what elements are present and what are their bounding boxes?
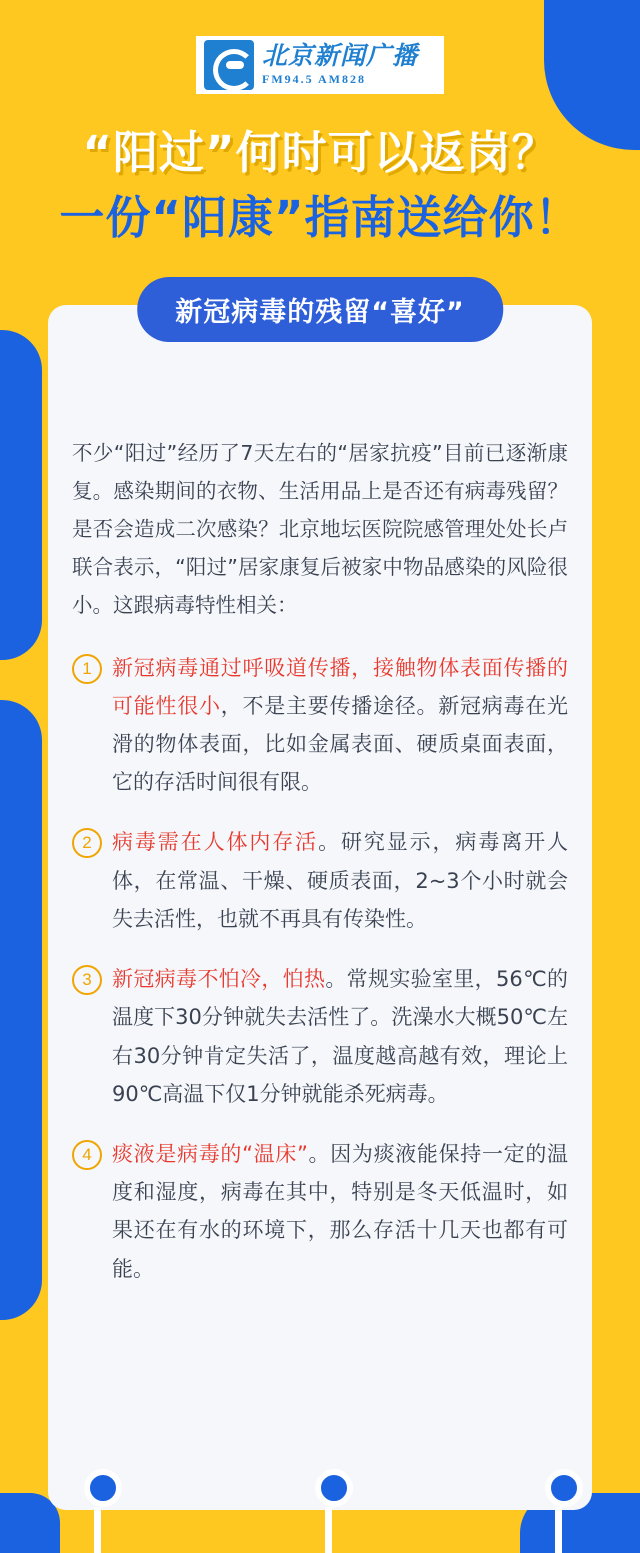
list-item-highlight: 新冠病毒不怕冷，怕热 — [112, 967, 326, 992]
intro-paragraph: 不少“阳过”经历了7天左右的“居家抗疫”目前已逐渐康复。感染期间的衣物、生活用品上是否还有病毒残留？是否会造成二次感染？北京地坛医院院感管理处处长卢联合表示，“阳过”居家康复后被家中物品感染的风险很小。这跟病毒特性相关： — [72, 441, 568, 617]
pin-right-icon — [545, 1469, 571, 1553]
list-item-text — [112, 823, 568, 938]
list-item-rest: 。研究显示，病毒离开人体，在常温、干燥、硬质表面，2~3个小时就会失去活性，也就不再具有传染性。 — [112, 830, 569, 931]
decor-blue-left-upper — [0, 330, 42, 660]
station-logo-text — [254, 40, 419, 87]
pin-center-icon — [315, 1469, 341, 1553]
list-item — [72, 960, 568, 1113]
radio-wave-logo-icon — [204, 40, 254, 90]
list-item-text — [112, 649, 568, 802]
list-item-number: 4 — [72, 1140, 102, 1170]
list-item-highlight: 痰液是病毒的“温床” — [112, 1142, 308, 1167]
list-item-text — [112, 1135, 568, 1288]
content-card — [48, 297, 592, 1510]
station-name: 北京新闻广播 — [262, 40, 419, 70]
pin-left-icon — [84, 1469, 110, 1553]
list-item-text — [112, 960, 568, 1113]
list-item-number: 3 — [72, 965, 102, 995]
list-item-rest: 。常规实验室里，56℃的温度下30分钟就失去活性了。洗澡水大概50℃左右30分钟肯定失活了，温度越高越有效，理论上90℃高温下仅1分钟就能杀死病毒。 — [112, 967, 568, 1106]
numbered-list — [72, 649, 568, 1288]
list-item-highlight: 病毒需在人体内存活 — [112, 830, 319, 855]
page-title — [0, 120, 640, 251]
list-item-number: 1 — [72, 654, 102, 684]
decor-pins — [0, 1481, 640, 1553]
decor-blue-left-lower — [0, 700, 42, 1320]
station-logo — [196, 36, 444, 94]
list-item-rest: ，不是主要传播途径。新冠病毒在光滑的物体表面，比如金属表面、硬质桌面表面，它的存活时间很有限。 — [112, 693, 568, 795]
list-item — [72, 823, 568, 938]
headline-line-1: “阳过”何时可以返岗？ — [82, 126, 558, 179]
list-item-highlight: 新冠病毒通过呼吸道传播，接触物体表面传播的可能性很小 — [112, 655, 568, 718]
list-item — [72, 1135, 568, 1288]
list-item — [72, 649, 568, 802]
list-item-rest: 。因为痰液能保持一定的温度和湿度，病毒在其中，特别是冬天低温时，如果还在有水的环境下，那么存活十几天也都有可能。 — [112, 1142, 568, 1281]
station-frequency: FM94.5 AM828 — [262, 72, 366, 87]
list-item-number: 2 — [72, 828, 102, 858]
headline-line-2: 一份“阳康”指南送给你！ — [59, 191, 581, 245]
section-title-badge: 新冠病毒的残留“喜好” — [137, 277, 503, 342]
